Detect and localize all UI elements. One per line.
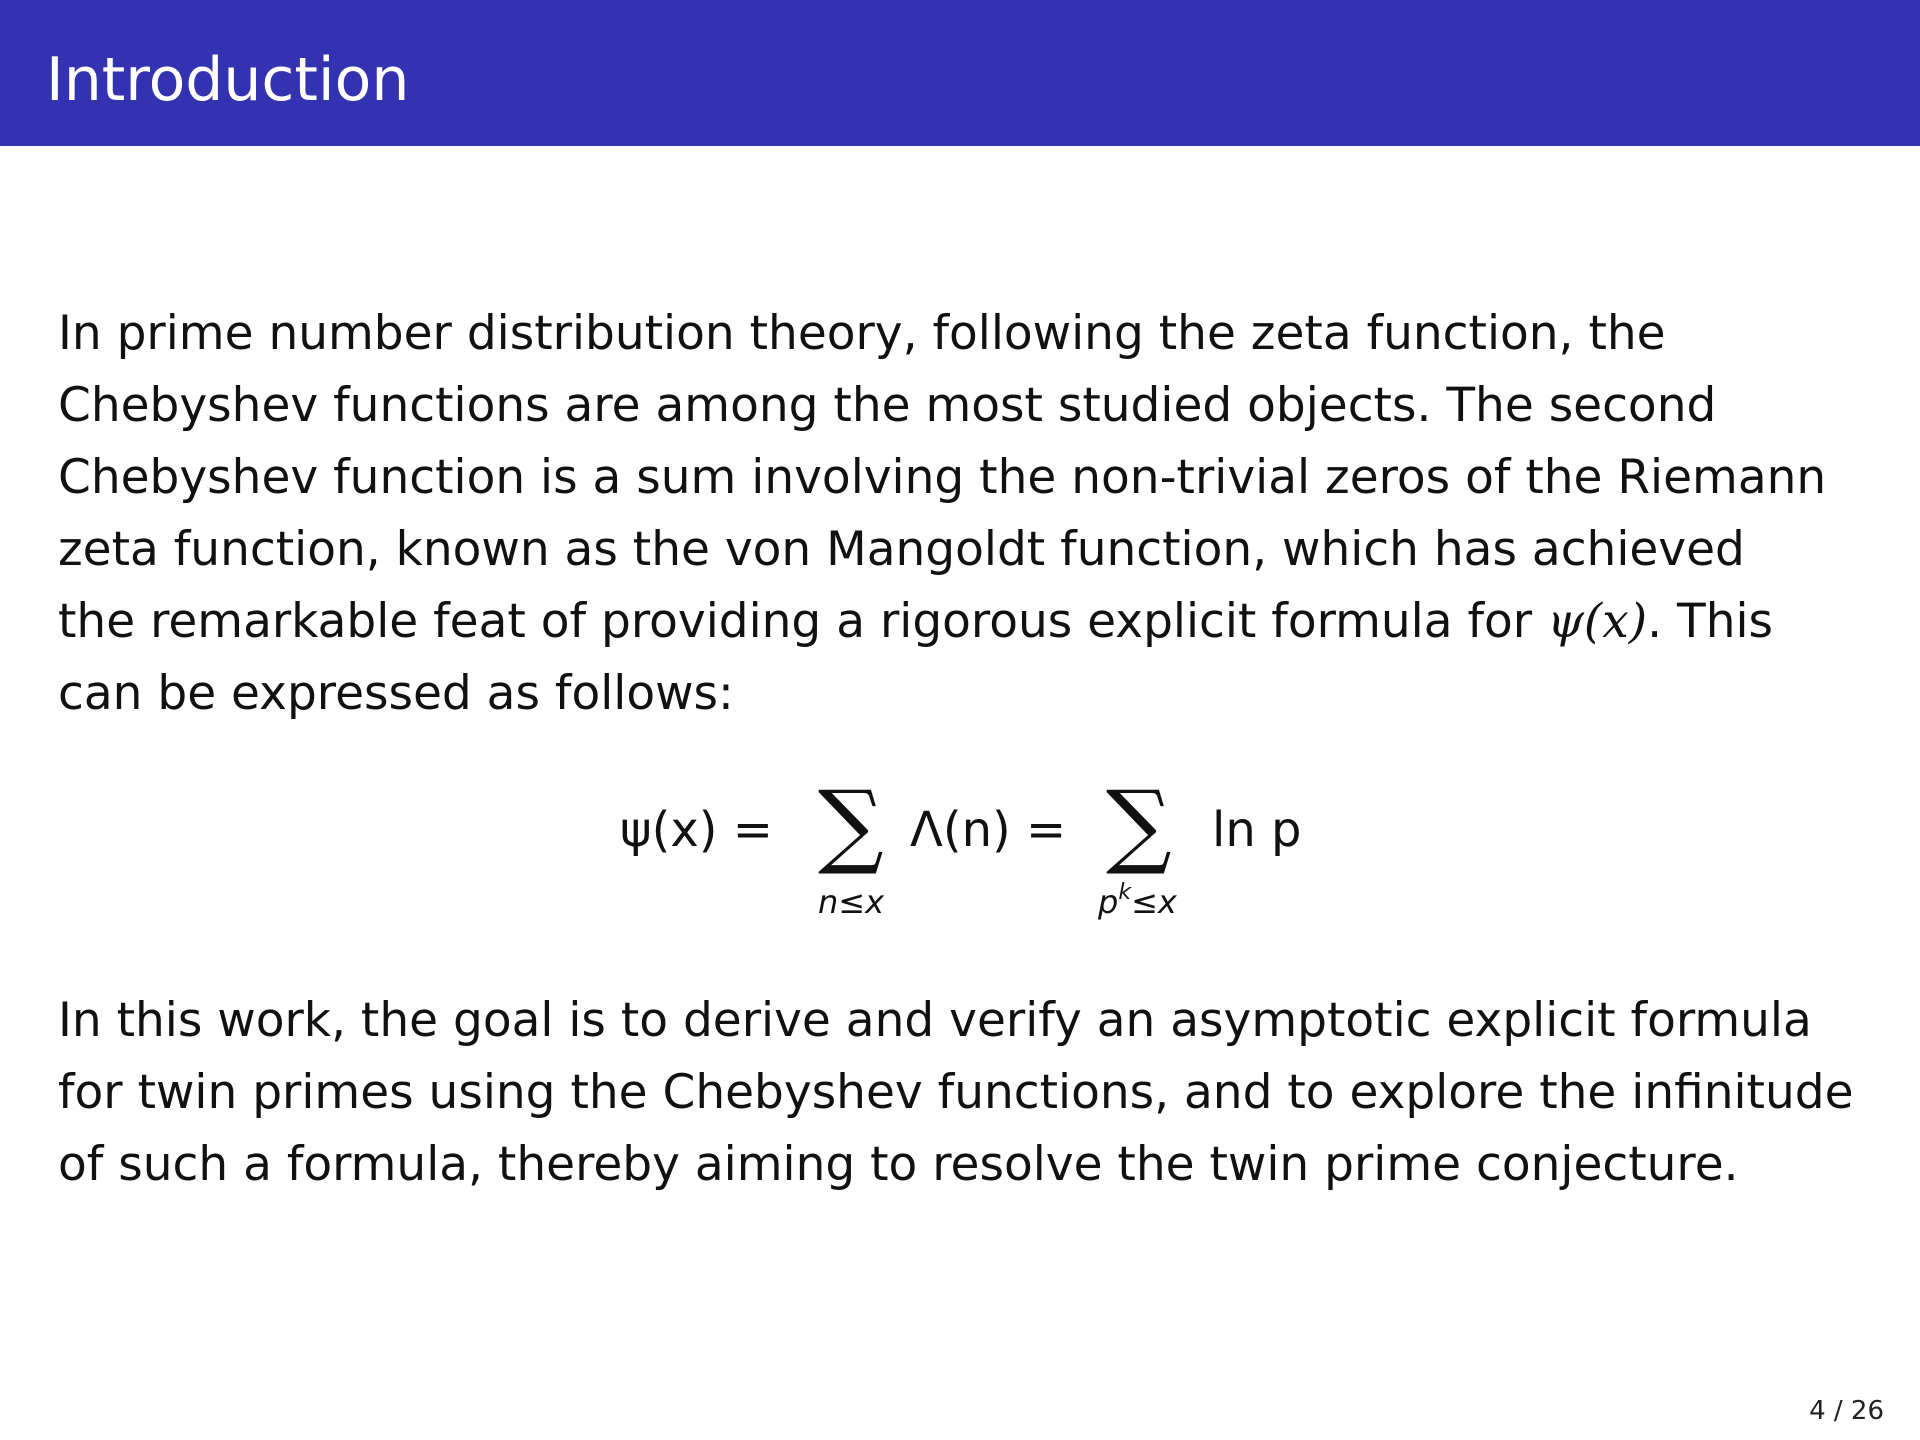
paragraph-line: of such a formula, thereby aiming to resolve the twin prime conjecture. (58, 1137, 1739, 1192)
paragraph-line (58, 586, 1878, 658)
paragraph-line-tail: . This (1647, 594, 1774, 649)
paragraph-line: for twin primes using the Chebyshev functions, and to explore the infinitude (58, 1065, 1854, 1120)
paragraph-line: can be expressed as follows: (58, 666, 734, 721)
paragraph-line: In this work, the goal is to derive and verify an asymptotic explicit formula (58, 993, 1812, 1048)
intro-paragraph (58, 298, 1878, 730)
summation-symbol: ∑ (818, 771, 884, 878)
paragraph-line: zeta function, known as the von Mangoldt function, which has achieved (58, 522, 1745, 577)
paragraph-line: Chebyshev functions are among the most studied objects. The second (58, 378, 1717, 433)
slide-title-bar (0, 0, 1920, 146)
chebyshev-formula (620, 770, 1340, 940)
formula-lhs: ψ(x) = (620, 802, 773, 858)
goal-paragraph (58, 985, 1878, 1201)
paragraph-line-text: the remarkable feat of providing a rigorous explicit formula for (58, 594, 1533, 649)
paragraph-line: Chebyshev function is a sum involving the non-trivial zeros of the Riemann (58, 450, 1827, 505)
formula-middle: Λ(n) = (910, 802, 1067, 858)
inline-math-psi: ψ(x) (1547, 594, 1648, 649)
slide-title: Introduction (46, 45, 410, 115)
subscript-rest: ≤x (1131, 883, 1177, 921)
formula-rhs: ln p (1212, 802, 1302, 858)
subscript-exponent: k (1118, 880, 1132, 905)
subscript-base: p (1098, 883, 1119, 921)
paragraph-line: In prime number distribution theory, following the zeta function, the (58, 306, 1666, 361)
page-number: 4 / 26 (1809, 1396, 1884, 1426)
summation-subscript: n≤x (818, 883, 885, 921)
summation-symbol: ∑ (1106, 771, 1172, 878)
summation-subscript (1098, 882, 1177, 927)
